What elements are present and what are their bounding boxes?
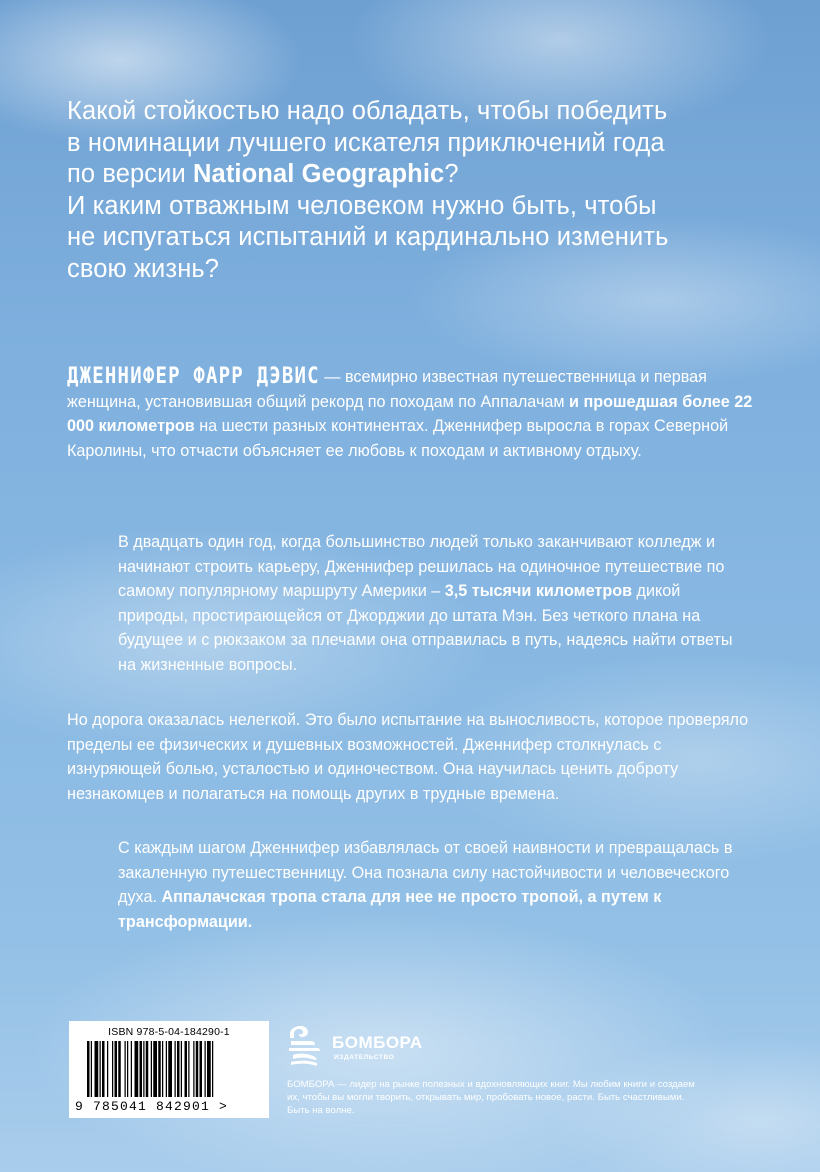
barcode-bar (158, 1041, 161, 1097)
publisher-description: БОМБОРА — лидер на рынке полезных и вдохновляющих книг. Мы любим книги и создаем их, чтобы вы могли творить, открывать мир, пробовать новое, расти. Быть счастливыми. Быть на волне. (287, 1079, 695, 1116)
paragraph-text: С каждым шагом Дженнифер избавлялась от своей наивности и превращалась в закаленную путешественницу. Она познала силу настойчивости и человеческого духа. (118, 839, 733, 907)
barcode-bar (205, 1041, 206, 1097)
barcode-bar (131, 1041, 132, 1097)
paragraph-text: дикой природы, простирающейся от Джорджии до штата Мэн. Без четкого плана на будущее и с рюкзаком за плечами она отправилась в путь, надеясь найти ответы на жизненные вопросы. (118, 582, 733, 674)
paragraph-3 (118, 836, 743, 934)
barcode-bar (91, 1041, 92, 1097)
barcode-bar (95, 1041, 99, 1097)
barcode-bar (177, 1041, 180, 1097)
question-line: И каким отважным человеком нужно быть, чтобы (67, 191, 657, 220)
barcode-bar (175, 1041, 176, 1097)
publisher-subtitle: ИЗДАТЕЛЬСТВО (334, 1054, 395, 1061)
barcode-bar (196, 1041, 199, 1097)
barcode-bar (107, 1041, 108, 1097)
paragraph-1 (118, 530, 743, 678)
barcode-bar (127, 1041, 128, 1097)
bio-text: на шести разных континентах. Дженнифер выросла в горах Северной Каролины, что отчасти объясняет ее любовь к походам и активному отдыху. (67, 417, 729, 460)
barcode-bar (200, 1041, 203, 1097)
barcode-bar (207, 1041, 211, 1097)
question-text: ? (444, 160, 459, 188)
barcode-bar (87, 1041, 90, 1097)
question-line (67, 159, 767, 191)
question-text: по версии (67, 160, 194, 188)
barcode-bar (153, 1041, 157, 1097)
barcode-bar (125, 1041, 126, 1097)
author-name: ДЖЕННИФЕР ФАРР ДЭВИС (67, 363, 320, 389)
brand-national-geographic: National Geographic (193, 160, 445, 188)
isbn-label: ISBN 978-5-04-184290-1 (108, 1026, 230, 1038)
headline-question (67, 96, 767, 285)
barcode-bar (193, 1041, 194, 1097)
barcode-bar (166, 1041, 167, 1097)
question-line: в номинации лучшего искателя приключений года (67, 128, 665, 157)
question-line: Какой стойкостью надо обладать, чтобы победить (67, 97, 668, 125)
barcode-number: 9 785041 842901 > (75, 1099, 229, 1114)
paragraph-text: В двадцать один год, когда большинство людей только заканчивают колледж и начинают строить карьеру, Дженнифер решилась на одиночное путешествие по самому популярному маршруту Америки – (118, 533, 725, 601)
author-bio (67, 364, 767, 463)
barcode-bar (151, 1041, 152, 1097)
barcode-bar (168, 1041, 172, 1097)
paragraph-bold: 3,5 тысячи километров (444, 582, 633, 601)
barcode-bar (185, 1041, 188, 1097)
barcode-bar (102, 1041, 105, 1097)
bio-bold: и прошедшая более 22 000 километров (67, 392, 753, 436)
barcode-box (69, 1021, 269, 1118)
barcode-bar (118, 1041, 121, 1097)
barcode-bar (181, 1041, 182, 1097)
barcode-bar (100, 1041, 101, 1097)
barcode-bar (112, 1041, 113, 1097)
barcode-icon (87, 1041, 255, 1097)
barcode-bar (115, 1041, 118, 1097)
barcode-bar (140, 1041, 143, 1097)
paragraph-2: Но дорога оказалась нелегкой. Это было испытание на выносливость, которое проверяло пределы ее физических и душевных возможностей. Дженнифер столкнулась с изнуряющей болью, усталостью и одиночеством. Она научилась ценить доброту незнакомцев и полагаться на помощь других в трудные времена. (67, 711, 749, 803)
barcode-bar (212, 1041, 213, 1097)
barcode-bar (135, 1041, 139, 1097)
barcode-bar (188, 1041, 189, 1097)
bio-text: — всемирно известная путешественница и первая женщина, установившая общий рекорд по походам по Аппалачам (67, 368, 707, 411)
barcode-bar (162, 1041, 163, 1097)
publisher-name: БОМБОРА (332, 1033, 423, 1052)
question-line: свою жизнь? (67, 254, 220, 283)
barcode-bar (143, 1041, 144, 1097)
barcode-bar (146, 1041, 149, 1097)
paragraph-bold: Аппалачская тропа стала для нее не просто тропой, а путем к трансформации. (118, 888, 662, 931)
question-line: не испугаться испытаний и кардинально изменить (67, 223, 669, 251)
